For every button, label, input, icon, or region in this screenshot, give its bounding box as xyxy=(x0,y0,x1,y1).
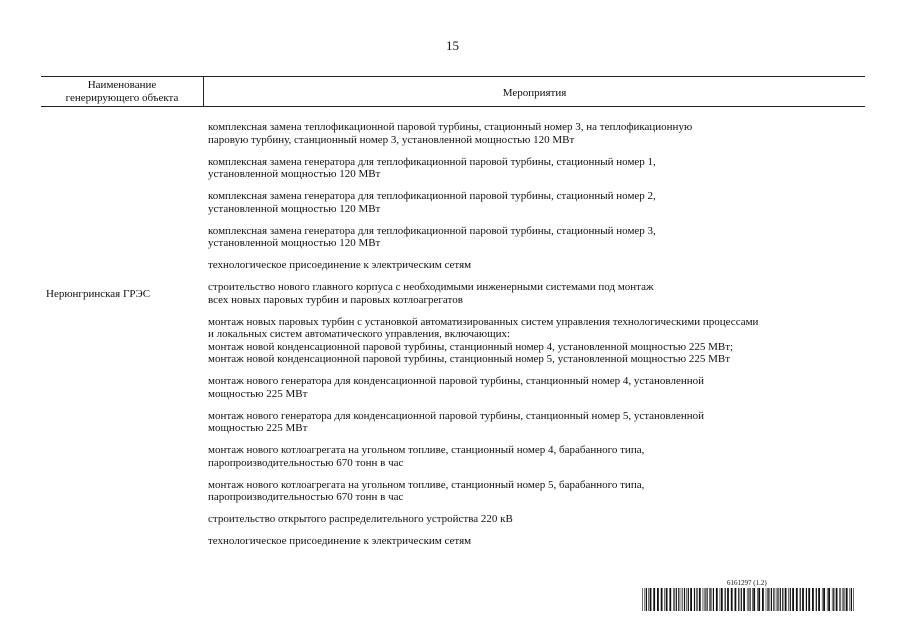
generating-object-name: Нерюнгринская ГРЭС xyxy=(46,288,151,300)
barcode-bar xyxy=(741,588,742,611)
barcode-bar xyxy=(650,588,652,611)
barcode-bar xyxy=(851,588,852,611)
barcode-bar xyxy=(686,588,687,611)
barcode-bar xyxy=(800,588,801,611)
measure-line: комплексная замена генератора для теплофикационной паровой турбины, стационный номер 3, xyxy=(208,224,656,237)
measure-line: всех новых паровых турбин и паровых котлоагрегатов xyxy=(208,293,463,306)
barcode-bar xyxy=(812,588,814,611)
barcode-bar xyxy=(731,588,733,611)
barcode-bar xyxy=(768,588,769,611)
measure-line: монтаж нового генератора для конденсационной паровой турбины, станционный номер 5, установленной xyxy=(208,409,704,422)
barcode-bar xyxy=(822,588,823,611)
barcode-bar xyxy=(705,588,706,611)
barcode-bar xyxy=(827,588,828,611)
barcode-bar xyxy=(661,588,663,611)
table-header-rule xyxy=(41,106,865,107)
barcode-bar xyxy=(738,588,739,611)
measure-line: и локальных систем автоматического управления, включающих: xyxy=(208,328,511,340)
barcode-bar xyxy=(699,588,701,611)
barcode-bar xyxy=(694,588,695,611)
barcode-bar xyxy=(666,588,668,611)
measure-line: установленной мощностью 120 МВт xyxy=(208,237,381,249)
barcode-bar xyxy=(778,588,779,611)
measure-line: установленной мощностью 120 МВт xyxy=(208,168,381,180)
measure-line: комплексная замена теплофикационной паровой турбины, стационный номер 3, на теплофикационную xyxy=(208,121,693,133)
measure-item xyxy=(208,479,868,504)
barcode-bar xyxy=(839,588,840,611)
barcode-bar xyxy=(645,588,646,611)
measure-item xyxy=(208,410,868,435)
barcode-bar xyxy=(806,588,807,611)
barcode-bar xyxy=(743,588,745,611)
barcode-bar xyxy=(735,588,737,611)
measure-item xyxy=(208,156,868,181)
barcode-bar xyxy=(785,588,787,611)
barcode-bar xyxy=(850,588,851,611)
barcode-bar xyxy=(713,588,714,611)
barcode-bar xyxy=(674,588,675,611)
measure-item xyxy=(208,121,868,146)
barcode-bar xyxy=(753,588,755,611)
barcode-bar xyxy=(808,588,810,611)
barcode-bar xyxy=(748,588,749,611)
barcode-bar xyxy=(673,588,674,611)
measure-item xyxy=(208,225,868,250)
document-stamp-code: 6161297 (1.2) xyxy=(727,579,767,587)
barcode-bar xyxy=(678,588,679,611)
barcode-bar xyxy=(703,588,704,611)
measure-line: строительство нового главного корпуса с необходимыми инженерными системами под монтаж xyxy=(208,281,654,293)
barcode-bar xyxy=(710,588,711,611)
page-number: 15 xyxy=(446,38,459,53)
barcode-bar xyxy=(771,588,772,611)
barcode-bar xyxy=(846,588,848,611)
measure-line: комплексная замена генератора для теплофикационной паровой турбины, стационный номер 2, xyxy=(208,190,656,202)
barcode-bar xyxy=(676,588,677,611)
barcode-bar xyxy=(721,588,723,611)
column-header-object-line: Наименование xyxy=(87,79,157,91)
barcode-bar xyxy=(653,588,655,611)
measure-line: строительство открытого распределительного устройства 220 кВ xyxy=(208,513,513,525)
barcode-bar xyxy=(766,588,767,611)
measures-list xyxy=(208,121,868,557)
barcode-bar xyxy=(684,588,685,611)
barcode-bar xyxy=(836,588,838,611)
barcode-bar xyxy=(842,588,843,611)
barcode-bar xyxy=(777,588,778,611)
measure-line: комплексная замена генератора для теплофикационной паровой турбины, стационный номер 1, xyxy=(208,155,656,168)
barcode-bar xyxy=(828,588,830,611)
measure-line: монтаж новой конденсационной паровой турбины, станционный номер 4, установленной мощностью 225 МВт; xyxy=(208,340,734,353)
barcode-bar xyxy=(782,588,783,611)
barcode-bar xyxy=(646,588,647,611)
barcode-bar xyxy=(776,588,777,611)
barcode-bar xyxy=(747,588,748,611)
measure-line: мощностью 225 МВт xyxy=(208,387,308,400)
barcode-bar xyxy=(833,588,834,611)
barcode-bar xyxy=(682,588,683,611)
measure-item xyxy=(208,513,868,526)
measure-line: технологическое присоединение к электрическим сетям xyxy=(208,259,472,271)
barcode-bar xyxy=(767,588,768,611)
barcode-bar xyxy=(664,588,665,611)
barcode-bar xyxy=(709,588,710,611)
barcode-bar xyxy=(716,588,718,611)
measure-item xyxy=(208,281,868,306)
barcode-bar xyxy=(843,588,844,611)
measure-line: паропроизводительностью 670 тонн в час xyxy=(208,456,404,469)
measure-line: паровую турбину, станционный номер 3, установленной мощностью 120 МВт xyxy=(208,133,575,146)
measure-item xyxy=(208,316,868,366)
barcode-bar xyxy=(832,588,833,611)
column-header-measures: Мероприятия xyxy=(502,87,567,99)
barcode-bar xyxy=(704,588,705,611)
barcode-bar xyxy=(780,588,781,611)
barcode-bar xyxy=(853,588,854,611)
measure-item xyxy=(208,444,868,469)
barcode-bar xyxy=(773,588,774,611)
barcode-bar xyxy=(690,588,692,611)
barcode-bar xyxy=(752,588,753,611)
barcode-bar xyxy=(757,588,758,611)
barcode-bar xyxy=(720,588,721,611)
measure-line: паропроизводительностью 670 тонн в час xyxy=(208,491,404,503)
barcode-bar xyxy=(788,588,789,611)
column-header-object-line: генерирующего объекта xyxy=(65,91,179,104)
measure-line: монтаж новых паровых турбин с установкой автоматизированных систем управления технологическими процессами xyxy=(208,315,759,328)
barcode-bar xyxy=(790,588,791,611)
barcode-bar xyxy=(792,588,794,611)
measure-item xyxy=(208,535,868,548)
measure-item xyxy=(208,190,868,215)
measure-line: монтаж нового котлоагрегата на угольном топливе, станционный номер 5, барабанного типа, xyxy=(208,478,645,491)
measure-item xyxy=(208,375,868,400)
barcode-bar xyxy=(725,588,726,611)
measure-line: монтаж нового генератора для конденсационной паровой турбины, станционный номер 4, установленной xyxy=(208,375,704,387)
measure-line: технологическое присоединение к электрическим сетям xyxy=(208,535,472,547)
barcode-bar xyxy=(823,588,825,611)
measure-line: монтаж новой конденсационной паровой турбины, станционный номер 5, установленной мощностью 225 МВт xyxy=(208,353,731,365)
barcode-bar xyxy=(816,588,817,611)
measure-line: монтаж нового котлоагрегата на угольном топливе, станционный номер 4, барабанного типа, xyxy=(208,444,645,456)
barcode-bar xyxy=(758,588,760,611)
barcode-bar xyxy=(657,588,659,611)
column-header-object xyxy=(41,79,203,104)
barcode-bar xyxy=(762,588,764,611)
barcode-bar xyxy=(648,588,649,611)
barcode-bar xyxy=(707,588,708,611)
barcode-bar xyxy=(818,588,820,611)
barcode-bar xyxy=(845,588,846,611)
barcode-bar xyxy=(669,588,671,611)
barcode-bar xyxy=(696,588,697,611)
measure-item xyxy=(208,259,868,272)
measure-line: мощностью 225 МВт xyxy=(208,422,308,434)
barcode-bar xyxy=(750,588,751,611)
table-top-rule xyxy=(41,76,865,77)
barcode-bar xyxy=(802,588,804,611)
barcode-bar xyxy=(796,588,798,611)
barcode-bar xyxy=(642,588,643,611)
barcode-bar xyxy=(688,588,689,611)
measure-line: установленной мощностью 120 МВт xyxy=(208,202,381,215)
barcode-bar xyxy=(681,588,682,611)
barcode-bar xyxy=(727,588,729,611)
barcode xyxy=(642,588,856,611)
